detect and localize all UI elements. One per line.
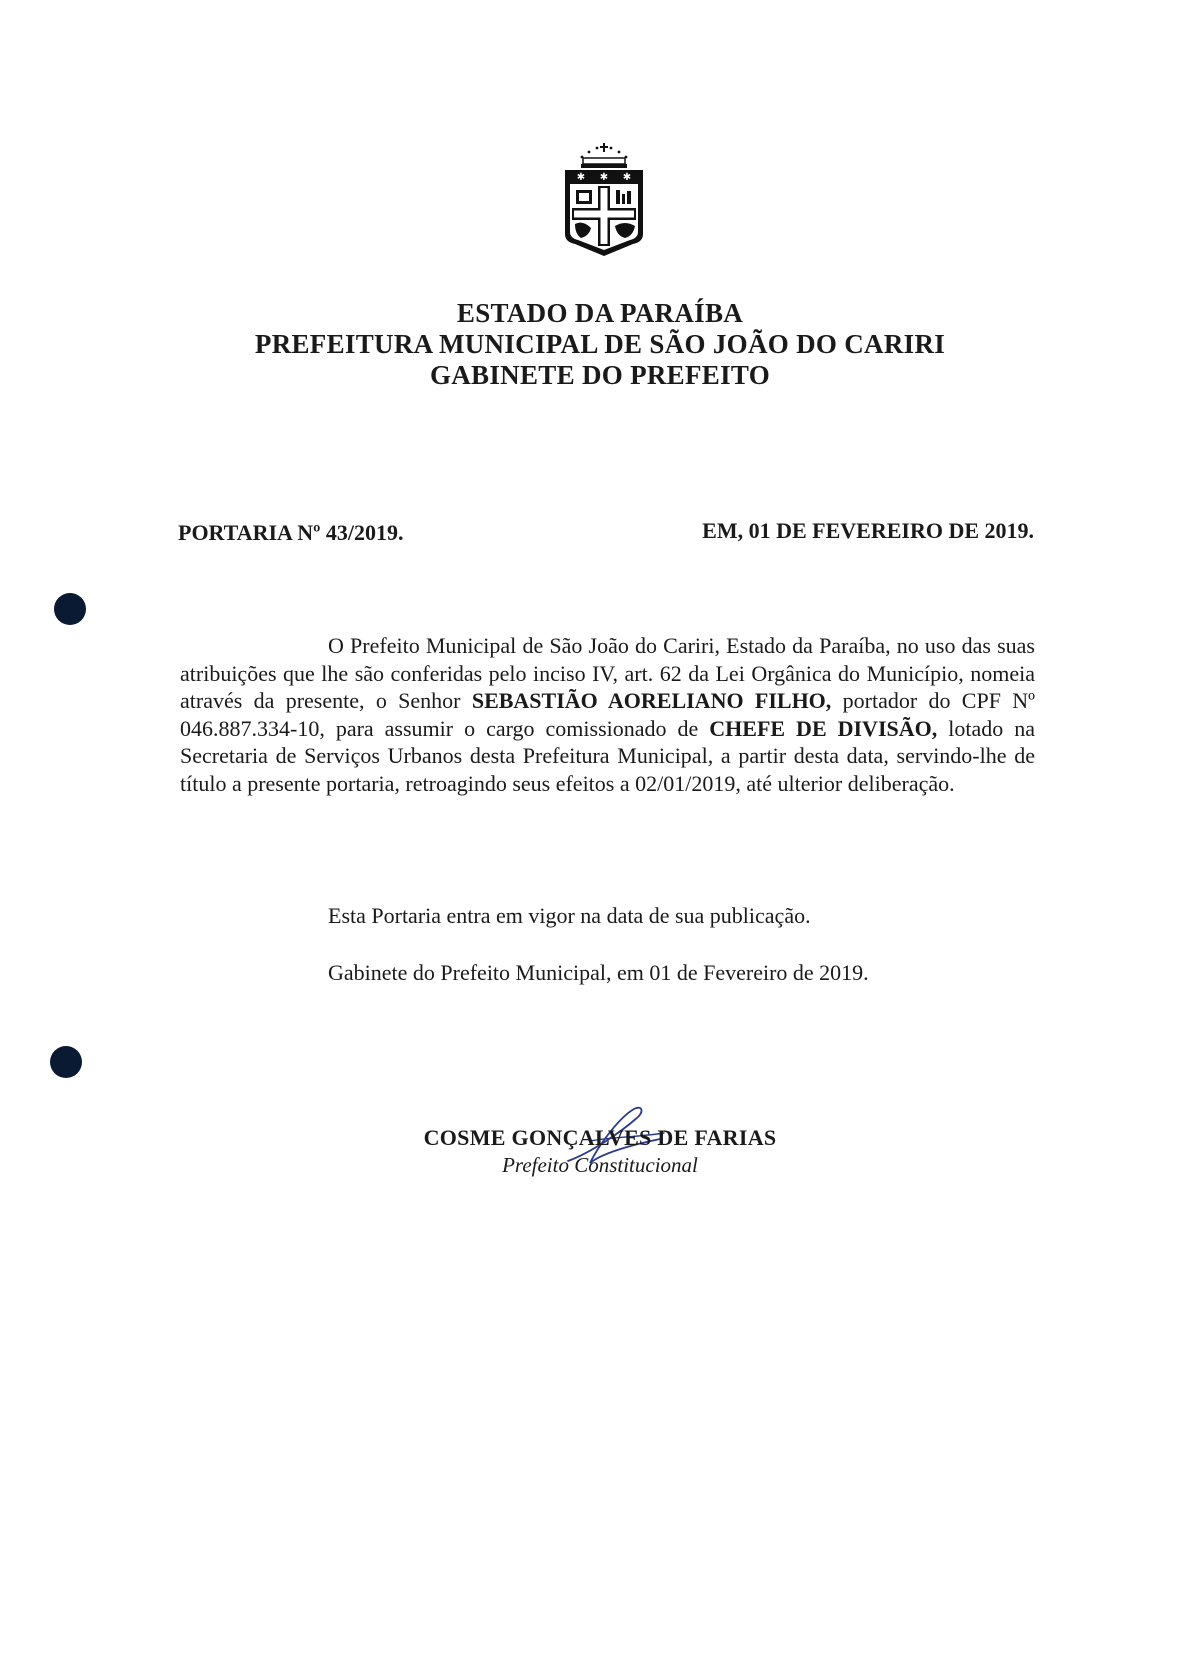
document-header <box>0 298 1200 391</box>
ordinance-date: EM, 01 DE FEVEREIRO DE 2019. <box>702 518 1034 543</box>
svg-text:✱: ✱ <box>622 172 632 183</box>
appointment-paragraph <box>180 632 1035 797</box>
appointee-name: SEBASTIÃO AORELIANO FILHO, <box>471 688 832 713</box>
paragraph-text: para assumir o cargo comissionado de <box>324 715 710 741</box>
city-hall-title: PREFEITURA MUNICIPAL DE SÃO JOÃO DO CARIRI <box>254 329 946 359</box>
ordinance-number: PORTARIA Nº 43/2019. <box>178 520 404 545</box>
office-title: GABINETE DO PREFEITO <box>429 360 771 390</box>
signatory-name: COSME GONÇALVES DE FARIAS <box>423 1125 777 1150</box>
place-date-line: Gabinete do Prefeito Municipal, em 01 de Fevereiro de 2019. <box>328 960 869 985</box>
svg-text:✱: ✱ <box>576 172 586 183</box>
position-title: CHEFE DE DIVISÃO, <box>709 715 938 741</box>
punch-hole <box>50 1046 82 1078</box>
state-title: ESTADO DA PARAÍBA <box>456 298 744 328</box>
punch-hole <box>54 593 86 625</box>
paragraph-text: lotado na Secretaria de Serviços Urbanos desta Prefeitura Municipal, a partir desta data, servindo-lhe de título a presente portaria, retroagindo seus efeitos a 02/01/2019, até ulterior deliberação. <box>180 715 1035 796</box>
municipal-coat-of-arms-icon <box>559 142 649 258</box>
signature-block <box>0 1125 1200 1178</box>
signatory-title: Prefeito Constitucional <box>502 1153 698 1177</box>
svg-text:✱: ✱ <box>599 172 609 183</box>
paragraph-text: O Prefeito Municipal de São João do Cariri, Estado da Paraíba, no uso das suas atribuições que lhe são conferidas pelo inciso IV, art. 62 da Lei Orgânica do Município, nomeia através da presente, o Senhor <box>180 633 1035 713</box>
effectiveness-clause: Esta Portaria entra em vigor na data de sua publicação. <box>328 903 811 928</box>
paragraph-text: portador do CPF Nº 046.887.334-10, <box>180 688 1035 741</box>
